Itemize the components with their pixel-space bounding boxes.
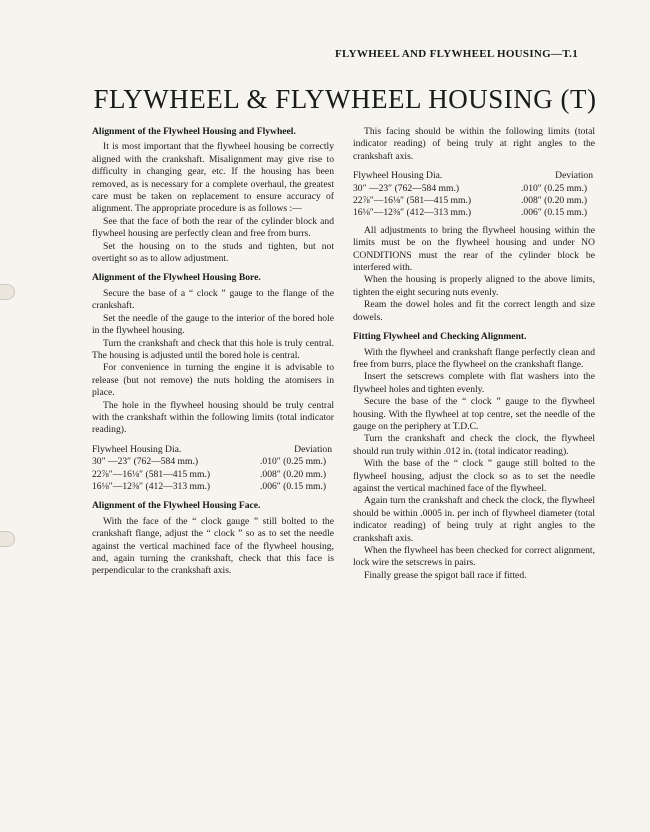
paragraph: See that the face of both the rear of the cylinder block and flywheel housing are perfectly clean and free from burrs. bbox=[92, 215, 334, 240]
table-header-dev: Deviation bbox=[294, 443, 332, 455]
paragraph: For convenience in turning the engine it is advisable to release (but not remove) the nuts holding the atomisers in place. bbox=[92, 362, 334, 399]
paragraph: Turn the crankshaft and check that this hole is truly central. The housing is adjusted until the bored hole is central. bbox=[92, 337, 334, 361]
table-header-dia: Flywheel Housing Dia. bbox=[353, 170, 443, 182]
table-cell-dia: 22⅞″—16⅛″ (581—415 mm.) bbox=[92, 468, 211, 480]
left-column bbox=[92, 126, 334, 578]
paragraph: When the flywheel has been checked for correct alignment, lock wire the setscrews in pairs. bbox=[353, 545, 595, 569]
table-row bbox=[353, 195, 595, 207]
section-heading-housing-bore: Alignment of the Flywheel Housing Bore. bbox=[92, 272, 261, 284]
paragraph: Finally grease the spigot ball race if fitted. bbox=[364, 569, 527, 581]
table-cell-dia: 30″ —23″ (762—584 mm.) bbox=[353, 182, 460, 194]
table-cell-dev: .006″ (0.15 mm.) bbox=[260, 480, 327, 492]
table-cell-dev: .008″ (0.20 mm.) bbox=[521, 195, 588, 207]
paragraph: Insert the setscrews complete with flat washers into the flywheel holes and tighten evenly. bbox=[353, 371, 595, 395]
table-cell-dia: 22⅞″—16⅛″ (581—415 mm.) bbox=[353, 195, 472, 207]
table-cell-dia: 16⅛″—12⅜″ (412—313 mm.) bbox=[353, 207, 472, 219]
deviation-table-face bbox=[353, 170, 595, 220]
section-heading-fitting-flywheel: Fitting Flywheel and Checking Alignment. bbox=[353, 331, 527, 343]
table-header-dia: Flywheel Housing Dia. bbox=[92, 443, 182, 455]
table-cell-dev: .010″ (0.25 mm.) bbox=[521, 182, 588, 194]
table-row bbox=[353, 207, 595, 219]
paragraph: When the housing is properly aligned to the above limits, tighten the eight securing nuts evenly. bbox=[353, 274, 595, 298]
table-cell-dev: .006″ (0.15 mm.) bbox=[521, 207, 588, 219]
table-row bbox=[353, 183, 595, 195]
table-row bbox=[92, 469, 334, 481]
paragraph: With the base of the “ clock ” gauge still bolted to the flywheel housing, adjust the clock so as to set the needle against the vertical machined face of the flywheel. bbox=[353, 458, 595, 494]
section-heading-housing-flywheel: Alignment of the Flywheel Housing and Flywheel. bbox=[92, 126, 296, 137]
deviation-table-bore bbox=[92, 444, 334, 494]
paragraph: This facing should be within the following limits (total indicator reading) of being truly at right angles to the crankshaft axis. bbox=[353, 126, 595, 162]
paragraph: Secure the base of a “ clock ” gauge to the flange of the crankshaft. bbox=[92, 287, 334, 312]
table-header bbox=[353, 170, 595, 182]
page-title: FLYWHEEL & FLYWHEEL HOUSING (T) bbox=[93, 84, 597, 114]
table-header-dev: Deviation bbox=[555, 170, 593, 182]
table-header bbox=[92, 444, 334, 456]
section-heading-housing-face: Alignment of the Flywheel Housing Face. bbox=[92, 500, 261, 512]
paragraph: Again turn the crankshaft and check the clock, the flywheel should be within .0005 in. per inch of flywheel diameter (total indicator reading) of being truly at right angles to the crankshaft axis. bbox=[353, 495, 595, 544]
paragraph: Ream the dowel holes and fit the correct length and size dowels. bbox=[353, 299, 595, 323]
paragraph: With the face of the “ clock gauge ” still bolted to the crankshaft flange, adjust the “ clock ” so as to set the needle against the vertical machined face of the flywheel housing, and, again turning the crankshaft, check that this face is perpendicular to the crankshaft axis. bbox=[92, 515, 334, 577]
paragraph: All adjustments to bring the flywheel housing within the limits must be on the flywheel housing and under NO CONDITIONS must the rear of the cylinder block be interfered with. bbox=[353, 224, 595, 274]
paragraph: Set the needle of the gauge to the interior of the bored hole in the flywheel housing. bbox=[92, 312, 334, 337]
paragraph: Set the housing on to the studs and tighten, but not overtight so as to allow adjustment. bbox=[92, 240, 334, 265]
paragraph: The hole in the flywheel housing should be truly central with the crankshaft within the following limits (total indicator reading). bbox=[92, 399, 334, 436]
paragraph: With the flywheel and crankshaft flange perfectly clean and free from burrs, place the flywheel on the crankshaft flange. bbox=[353, 346, 595, 370]
table-cell-dev: .010″ (0.25 mm.) bbox=[260, 456, 327, 468]
right-column bbox=[353, 126, 595, 582]
paragraph: It is most important that the flywheel housing be correctly aligned with the crankshaft. Misalignment may give rise to difficulty in changing gear, etc. If the housing has been removed, as is necessary for a complete overhaul, the greatest care must be taken on replacement to ensure accuracy of alignment. The appropriate procedure is as follows :— bbox=[92, 141, 334, 215]
table-row bbox=[92, 456, 334, 468]
table-cell-dia: 16⅛″—12⅜″ (412—313 mm.) bbox=[92, 480, 211, 492]
punch-hole-top bbox=[0, 284, 15, 300]
table-cell-dev: .008″ (0.20 mm.) bbox=[260, 468, 327, 480]
paragraph: Turn the crankshaft and check the clock, the flywheel should run truly within .012 in. (total indicator reading). bbox=[353, 433, 595, 457]
punch-hole-bottom bbox=[0, 531, 15, 547]
paragraph: Secure the base of the “ clock ” gauge to the flywheel housing. With the flywheel at top centre, set the needle of the gauge on the periphery at T.D.C. bbox=[353, 396, 595, 432]
running-head: FLYWHEEL AND FLYWHEEL HOUSING—T.1 bbox=[335, 48, 578, 60]
table-row bbox=[92, 481, 334, 493]
table-cell-dia: 30″ —23″ (762—584 mm.) bbox=[92, 456, 199, 468]
